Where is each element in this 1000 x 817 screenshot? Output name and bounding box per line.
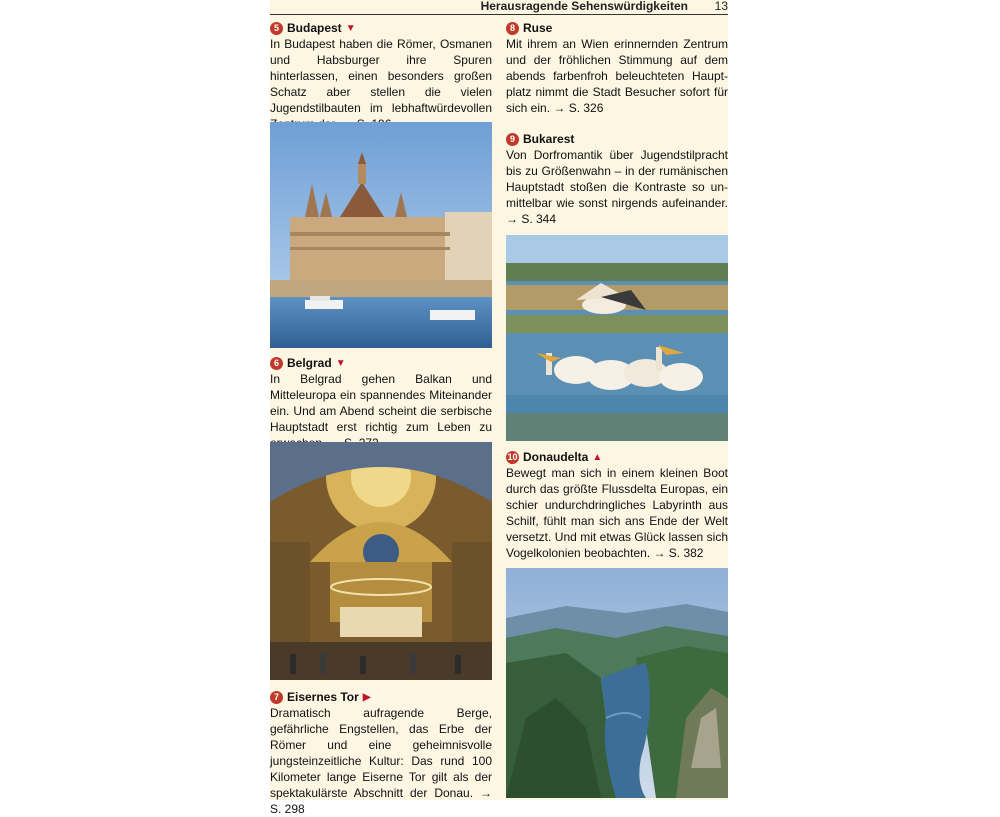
entry-heading <box>506 449 728 465</box>
entry-title: Eisernes Tor <box>287 690 359 704</box>
entry-bukarest <box>506 131 728 227</box>
running-head <box>270 0 728 15</box>
entry-heading <box>506 20 728 36</box>
cathedral-interior-photo <box>270 442 492 680</box>
direction-marker-icon: ▲ <box>592 451 603 463</box>
entry-description: In Belgrad gehen Balkan und Mitteleuropa ein spannendes Miteinander ein. Und am Abend scheint die serbische Hauptstadt erst richtig zum Leben zu <box>270 372 492 434</box>
guidebook-page <box>270 0 728 816</box>
running-head-title: Herausragende Sehenswürdigkeiten <box>480 0 688 13</box>
entry-title: Budapest <box>287 21 342 35</box>
entry-number-badge: 9 <box>506 133 519 146</box>
pelicans-photo <box>506 235 728 441</box>
entry-heading <box>270 355 492 371</box>
entry-description: In Budapest haben die Römer, Osmanen und Habsburger ihre Spuren hinterlassen, einen besonders großen Schatz aber stellen die vielen Jugendstilbauten im lebhaftwürdevollen <box>270 37 492 115</box>
entry-number-badge: 10 <box>507 451 518 462</box>
entry-number-badge: 8 <box>506 22 519 35</box>
entry-heading <box>270 20 492 36</box>
page-number: 13 <box>714 0 728 13</box>
parliament-photo <box>270 122 492 348</box>
entry-budapest <box>270 20 492 132</box>
danube-gorge-photo <box>506 568 728 798</box>
entry-number-badge: 5 <box>270 22 283 35</box>
entry-title: Donaudelta <box>523 450 589 464</box>
direction-marker-icon: ▼ <box>335 357 346 369</box>
entry-number-badge: 7 <box>270 691 283 704</box>
entry-donaudelta <box>506 449 728 561</box>
entry-title: Ruse <box>523 21 553 35</box>
entry-description: Dramatisch aufragende Berge, gefährliche Engstellen, das Erbe der Römer und eine geheimnisvolle jungsteinzeitliche Kultur: Das rund 100 Kilometer lange Eiserne Tor gilt als der spektakulärste Abschnitt der Donau. → S. 298 <box>270 706 492 816</box>
entry-ruse <box>506 20 728 116</box>
entry-eisernes-tor <box>270 689 492 817</box>
entry-belgrad <box>270 355 492 451</box>
entry-heading <box>270 689 492 705</box>
entry-heading <box>506 131 728 147</box>
entry-title: Bukarest <box>523 132 575 146</box>
entry-description: Mit ihrem an Wien erinnernden Zentrum und der fröhlichen Stimmung auf dem abends farbenfroh beleuchteten Hauptplatz nimmt die Stadt Besucher sofort für sich ein. → S. 326 <box>506 37 728 115</box>
entry-title: Belgrad <box>287 356 332 370</box>
entry-description: Von Dorfromantik über Jugendstilpracht bis zu Größenwahn – in der rumänischen Hauptstadt stoßen die Kontraste so unmittelbar wie sonst nirgends aufeinander. → S. 344 <box>506 148 728 226</box>
direction-marker-icon: ▼ <box>345 22 356 34</box>
entry-number-badge: 6 <box>270 357 283 370</box>
entry-description: Bewegt man sich in einem kleinen Boot durch das größte Flussdelta Europas, ein schier undurchdringliches Labyrinth aus Schilf, fühlt man sich ans Ende der Welt versetzt. Und mit etwas Glück lassen sich Vogelkolonien beobachten. → S. 382 <box>506 466 728 560</box>
direction-marker-icon: ▶ <box>362 691 371 703</box>
